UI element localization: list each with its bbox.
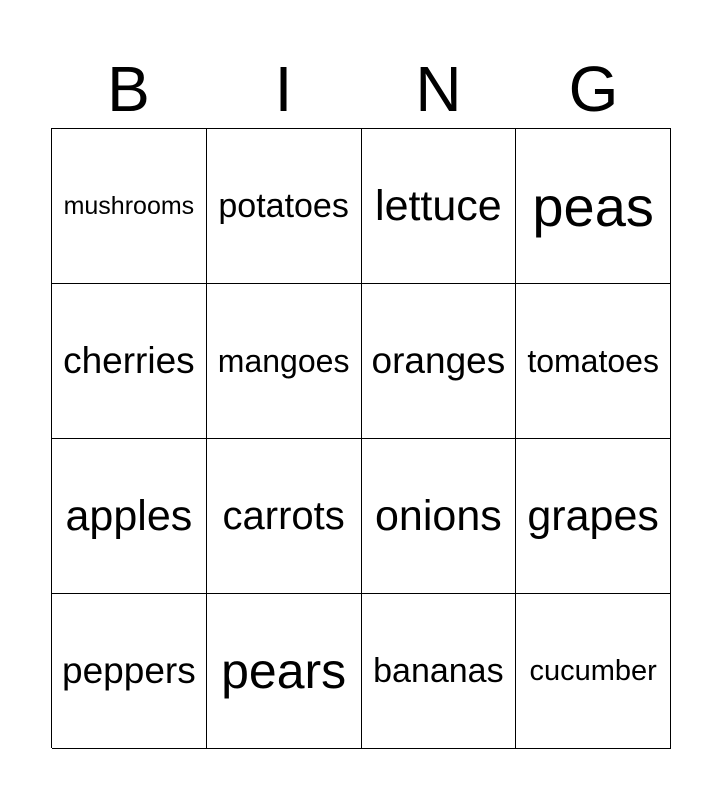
bingo-cell-peppers: peppers	[52, 594, 207, 749]
bingo-cell-grapes: grapes	[516, 439, 671, 594]
bingo-cell-apples: apples	[52, 439, 207, 594]
bingo-cell-potatoes: potatoes	[207, 129, 362, 284]
bingo-cell-carrots: carrots	[207, 439, 362, 594]
bingo-board	[51, 128, 671, 748]
bingo-cell-cucumber: cucumber	[516, 594, 671, 749]
header-letter-b: B	[107, 53, 150, 125]
bingo-cell-mushrooms: mushrooms	[52, 129, 207, 284]
bingo-cell-mangoes: mangoes	[207, 284, 362, 439]
board-row-4	[52, 594, 671, 749]
bingo-cell-cherries: cherries	[52, 284, 207, 439]
bingo-cell-pears: pears	[207, 594, 362, 749]
header-letter-i: I	[274, 53, 293, 125]
bingo-cell-lettuce: lettuce	[362, 129, 517, 284]
bingo-cell-onions: onions	[362, 439, 517, 594]
bingo-header	[51, 50, 671, 128]
bingo-cell-oranges: oranges	[362, 284, 517, 439]
header-letter-n: N	[415, 53, 462, 125]
bingo-cell-bananas: bananas	[362, 594, 517, 749]
bingo-cell-tomatoes: tomatoes	[516, 284, 671, 439]
board-row-2	[52, 284, 671, 439]
board-row-1	[52, 129, 671, 284]
bingo-cell-peas: peas	[516, 129, 671, 284]
board-row-3	[52, 439, 671, 594]
header-letter-g: G	[568, 53, 619, 125]
